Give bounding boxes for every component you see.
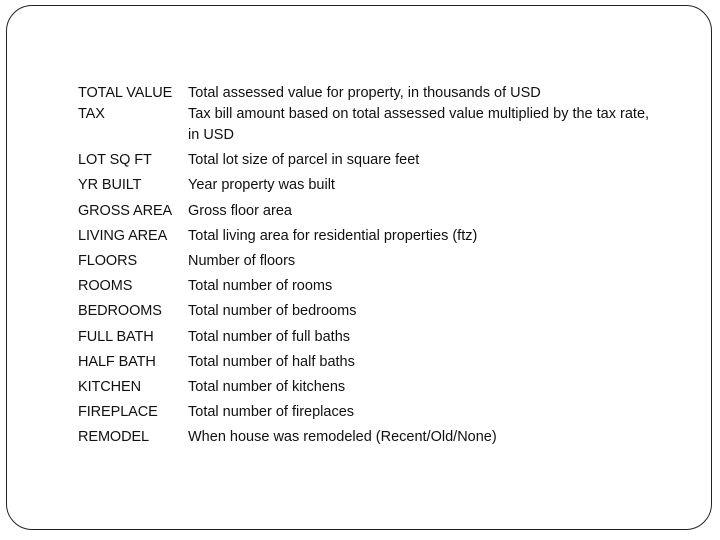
variable-row-floors [78, 251, 668, 272]
variable-name: FULL BATH [78, 328, 154, 345]
variable-name: LIVING AREA [78, 227, 168, 244]
variable-row-gross-area [78, 201, 668, 222]
variable-row-living-area [78, 226, 668, 247]
variable-row-full-bath [78, 327, 668, 348]
variable-name: FIREPLACE [78, 404, 158, 421]
variable-description: Year property was built [188, 177, 335, 194]
variable-name: FLOORS [78, 252, 138, 269]
variable-name: BEDROOMS [78, 303, 162, 320]
variable-row-yr-built [78, 175, 668, 196]
variable-description: Total number of full baths [188, 328, 351, 345]
variable-description: Total assessed value for property, in thousands of USD [188, 85, 541, 101]
variable-description: Total number of kitchens [188, 378, 346, 395]
variable-description: Total lot size of parcel in square feet [188, 152, 420, 169]
variable-description: Total living area for residential properties (ftz) [188, 227, 478, 244]
variable-description: Number of floors [188, 252, 296, 269]
variable-row-total-value [78, 83, 668, 104]
variable-definitions-table [78, 83, 668, 452]
variable-description: When house was remodeled (Recent/Old/None) [188, 429, 497, 446]
variable-row-bedrooms [78, 301, 668, 322]
variable-description: Total number of bedrooms [188, 303, 357, 320]
variable-row-remodel [78, 427, 668, 448]
variable-name: TOTAL VALUE [78, 85, 173, 101]
variable-row-tax [78, 104, 668, 146]
variable-name: GROSS AREA [78, 202, 173, 219]
variable-description: Gross floor area [188, 202, 292, 219]
variable-row-half-bath [78, 352, 668, 373]
variable-name: HALF BATH [78, 353, 156, 370]
variable-name: KITCHEN [78, 378, 141, 395]
variable-description: Tax bill amount based on total assessed value multiplied by the tax rate, in USD [188, 106, 650, 143]
variable-description: Total number of fireplaces [188, 404, 355, 421]
variable-row-kitchen [78, 377, 668, 398]
variable-name: LOT SQ FT [78, 152, 152, 169]
variable-name: TAX [78, 106, 105, 122]
variable-row-fireplace [78, 402, 668, 423]
variable-description: Total number of half baths [188, 353, 355, 370]
variable-name: REMODEL [78, 429, 150, 446]
variable-row-rooms [78, 276, 668, 297]
variable-name: YR BUILT [78, 177, 142, 194]
variable-row-lot-sq-ft [78, 150, 668, 171]
variable-description: Total number of rooms [188, 278, 333, 295]
variable-name: ROOMS [78, 278, 133, 295]
